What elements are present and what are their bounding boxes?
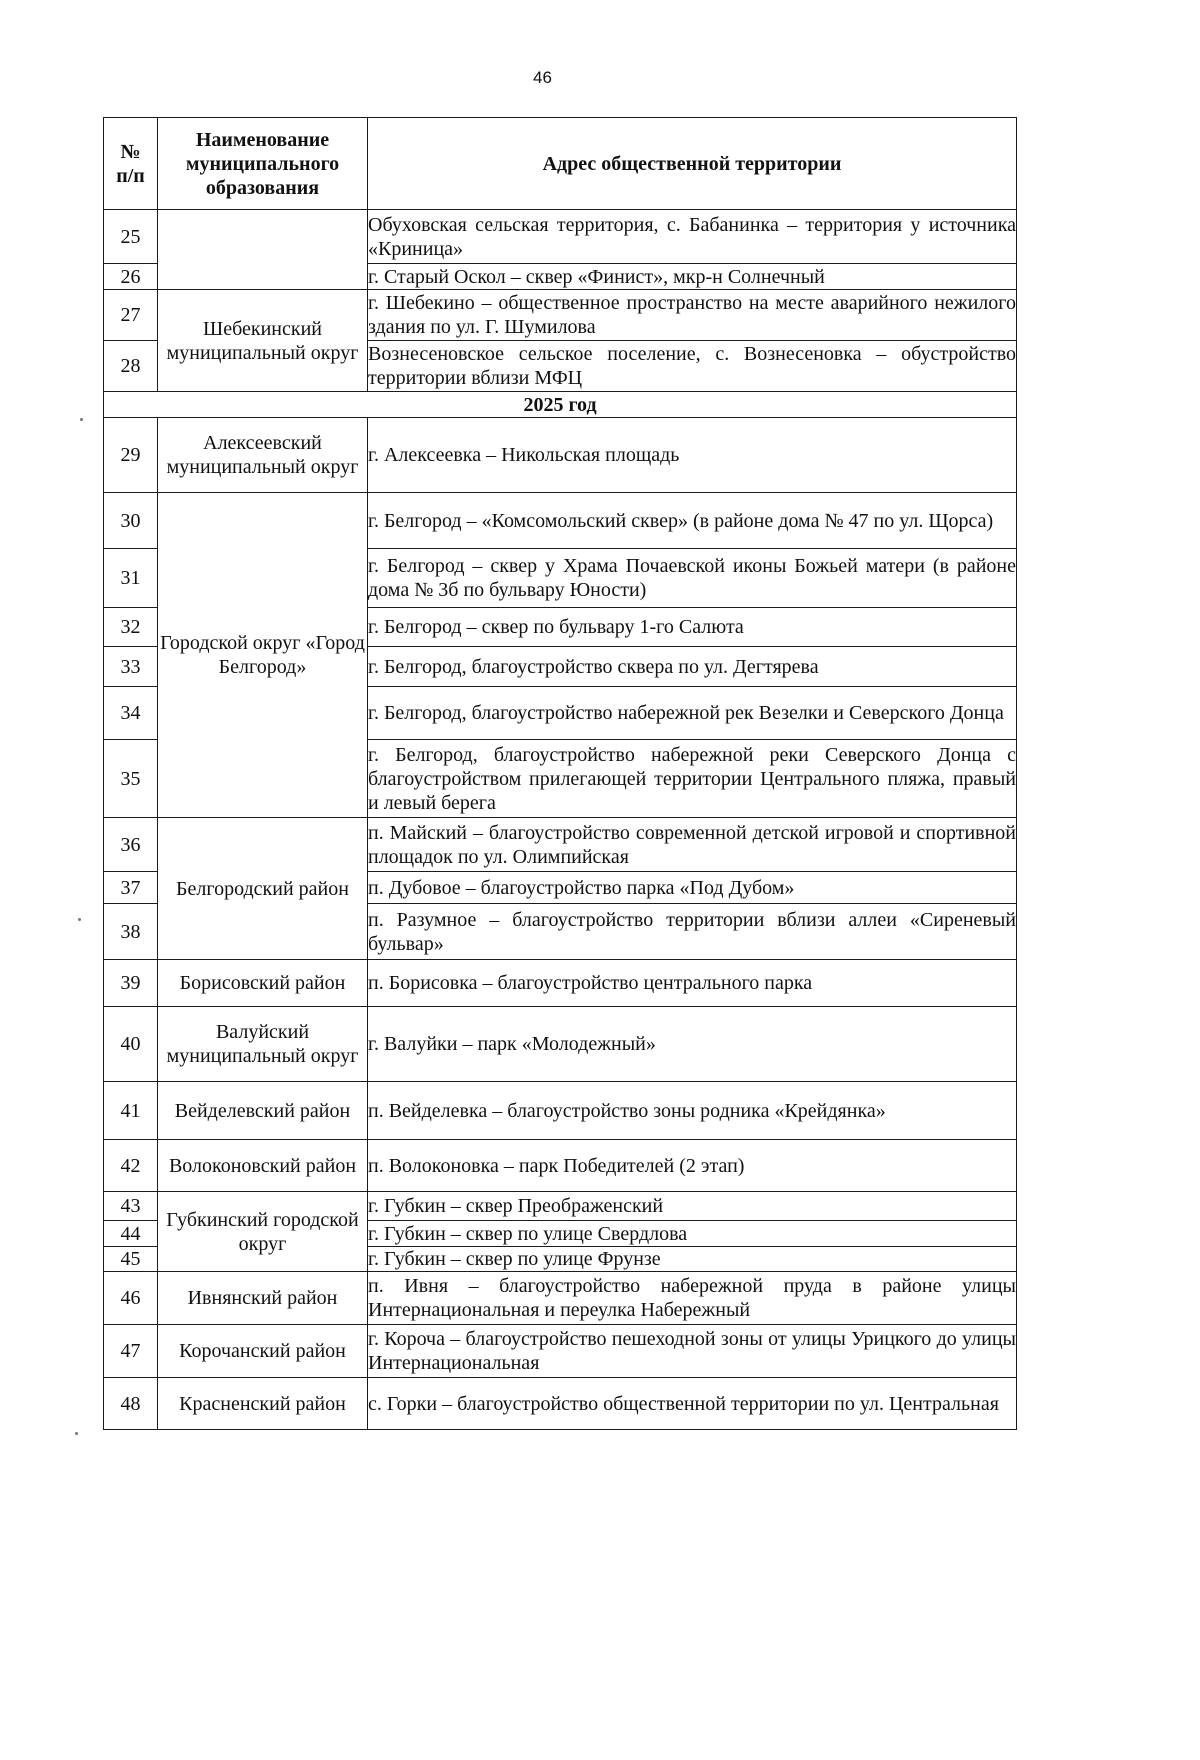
scan-speck (78, 918, 81, 921)
row-number: 34 (104, 687, 158, 740)
row-address: г. Старый Оскол – сквер «Финист», мкр-н Солнечный (368, 264, 1017, 290)
municipality-cell-empty (158, 210, 368, 290)
table-row (104, 1272, 1017, 1325)
row-number: 39 (104, 960, 158, 1007)
row-number: 29 (104, 418, 158, 493)
table-row (104, 493, 1017, 549)
row-address: п. Ивня – благоустройство набережной пруда в районе улицы Интернациональная и переулка Набережный (368, 1272, 1017, 1325)
row-number: 37 (104, 872, 158, 904)
table-row (104, 418, 1017, 493)
municipality-cell: Алексеевский муниципальный округ (158, 418, 368, 493)
public-territories-table (103, 117, 1017, 1430)
row-address: с. Горки – благоустройство общественной территории по ул. Центральная (368, 1378, 1017, 1430)
row-number: 45 (104, 1247, 158, 1272)
header-municipality: Наименование муниципального образования (158, 118, 368, 210)
municipality-cell: Губкинский городской округ (158, 1192, 368, 1272)
table-row (104, 290, 1017, 341)
row-number: 46 (104, 1272, 158, 1325)
row-number: 25 (104, 210, 158, 264)
municipality-cell: Вейделевский район (158, 1082, 368, 1140)
table-row (104, 1192, 1017, 1221)
row-address: г. Белгород – сквер у Храма Почаевской иконы Божьей матери (в районе дома № 3б по бульвару Юности) (368, 549, 1017, 608)
row-address: п. Майский – благоустройство современной детской игровой и спортивной площадок по ул. Олимпийская (368, 818, 1017, 872)
row-address: г. Белгород – «Комсомольский сквер» (в районе дома № 47 по ул. Щорса) (368, 493, 1017, 549)
row-address: г. Губкин – сквер по улице Свердлова (368, 1221, 1017, 1247)
scan-speck (75, 1432, 78, 1435)
row-number: 43 (104, 1192, 158, 1221)
row-address: г. Валуйки – парк «Молодежный» (368, 1007, 1017, 1082)
row-number: 31 (104, 549, 158, 608)
row-number: 26 (104, 264, 158, 290)
row-address: п. Разумное – благоустройство территории вблизи аллеи «Сиреневый бульвар» (368, 904, 1017, 960)
municipality-cell: Валуйский муниципальный округ (158, 1007, 368, 1082)
table-row (104, 1007, 1017, 1082)
year-heading: 2025 год (104, 392, 1017, 418)
row-number: 40 (104, 1007, 158, 1082)
row-number: 44 (104, 1221, 158, 1247)
table-row (104, 960, 1017, 1007)
municipality-cell: Волоконовский район (158, 1140, 368, 1192)
table-row (104, 818, 1017, 872)
row-address: п. Волоконовка – парк Победителей (2 этап) (368, 1140, 1017, 1192)
row-address: г. Губкин – сквер Преображенский (368, 1192, 1017, 1221)
row-address: г. Белгород, благоустройство набережной рек Везелки и Северского Донца (368, 687, 1017, 740)
municipality-cell: Городской округ «Город Белгород» (158, 493, 368, 818)
header-num: № п/п (104, 118, 158, 210)
row-address: г. Белгород – сквер по бульвару 1-го Салюта (368, 608, 1017, 647)
row-address: Обуховская сельская территория, с. Бабанинка – территория у источника «Криница» (368, 210, 1017, 264)
row-number: 36 (104, 818, 158, 872)
row-number: 33 (104, 647, 158, 687)
year-row (104, 392, 1017, 418)
municipality-cell: Белгородский район (158, 818, 368, 960)
row-number: 28 (104, 341, 158, 392)
row-address: п. Дубовое – благоустройство парка «Под Дубом» (368, 872, 1017, 904)
table-row (104, 210, 1017, 264)
row-address: г. Короча – благоустройство пешеходной зоны от улицы Урицкого до улицы Интернациональная (368, 1325, 1017, 1378)
municipality-cell: Борисовский район (158, 960, 368, 1007)
municipality-cell: Красненский район (158, 1378, 368, 1430)
page-number: 46 (533, 68, 552, 87)
row-number: 27 (104, 290, 158, 341)
header-address: Адрес общественной территории (368, 118, 1017, 210)
row-address: Вознесеновское сельское поселение, с. Вознесеновка – обустройство территории вблизи МФЦ (368, 341, 1017, 392)
row-number: 30 (104, 493, 158, 549)
municipality-cell: Шебекинский муниципальный округ (158, 290, 368, 392)
table-row (104, 1140, 1017, 1192)
row-address: г. Шебекино – общественное пространство на месте аварийного нежилого здания по ул. Г. Шумилова (368, 290, 1017, 341)
row-number: 41 (104, 1082, 158, 1140)
row-number: 32 (104, 608, 158, 647)
row-number: 42 (104, 1140, 158, 1192)
row-address: г. Белгород, благоустройство набережной реки Северского Донца с благоустройством прилегающей территории Центрального пляжа, правый и левый берега (368, 740, 1017, 818)
municipality-cell: Ивнянский район (158, 1272, 368, 1325)
row-address: п. Борисовка – благоустройство центрального парка (368, 960, 1017, 1007)
row-number: 48 (104, 1378, 158, 1430)
table-row (104, 1325, 1017, 1378)
row-number: 38 (104, 904, 158, 960)
row-address: г. Белгород, благоустройство сквера по ул. Дегтярева (368, 647, 1017, 687)
row-address: г. Алексеевка – Никольская площадь (368, 418, 1017, 493)
row-address: г. Губкин – сквер по улице Фрунзе (368, 1247, 1017, 1272)
municipality-cell: Корочанский район (158, 1325, 368, 1378)
table-row (104, 1378, 1017, 1430)
table-header-row (104, 118, 1017, 210)
row-number: 47 (104, 1325, 158, 1378)
scan-speck (80, 418, 83, 421)
row-number: 35 (104, 740, 158, 818)
table-row (104, 1082, 1017, 1140)
row-address: п. Вейделевка – благоустройство зоны родника «Крейдянка» (368, 1082, 1017, 1140)
